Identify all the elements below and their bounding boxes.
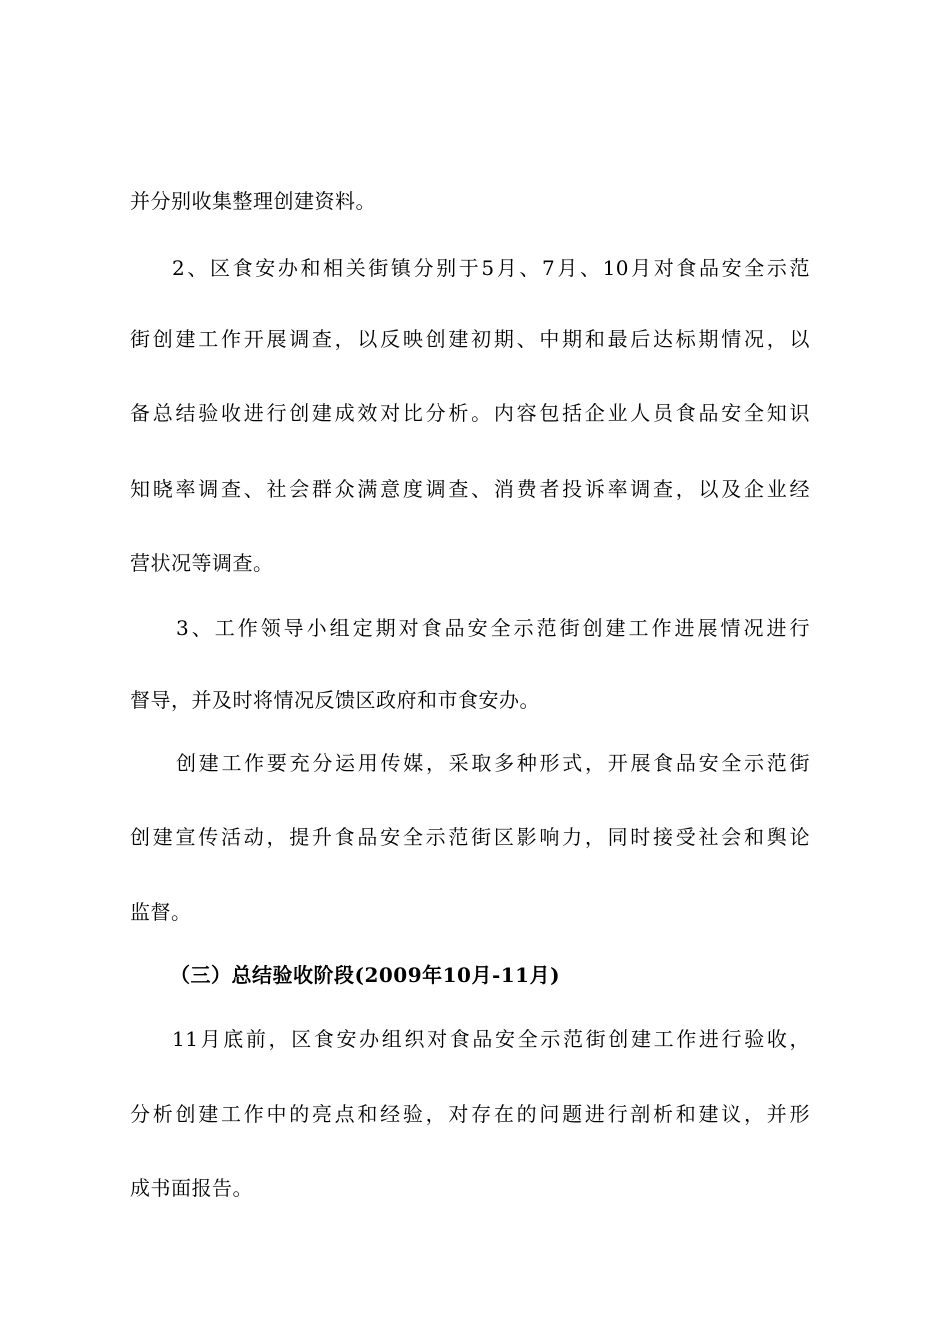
- paragraph-line: 3、工作领导小组定期对食品安全示范街创建工作进展情况进行: [176, 616, 810, 640]
- paragraph-line: 监督。: [130, 900, 192, 924]
- paragraph-line: 创建工作要充分运用传媒，采取多种形式，开展食品安全示范街: [176, 751, 810, 775]
- paragraph-line: 督导，并及时将情况反馈区政府和市食安办。: [130, 688, 540, 712]
- paragraph-line: 备总结验收进行创建成效对比分析。内容包括企业人员食品安全知识: [130, 401, 810, 425]
- paragraph-line: 街创建工作开展调查，以反映创建初期、中期和最后达标期情况，以: [130, 327, 810, 351]
- paragraph-line: 分析创建工作中的亮点和经验，对存在的问题进行剖析和建议，并形: [130, 1102, 810, 1126]
- paragraph-line: 2、区食安办和相关街镇分别于5月、7月、10月对食品安全示范: [172, 256, 810, 280]
- paragraph-line: 知晓率调查、社会群众满意度调查、消费者投诉率调查，以及企业经: [130, 477, 810, 501]
- section-heading: （三）总结验收阶段(2009年10月-11月): [170, 963, 561, 987]
- paragraph-line: 成书面报告。: [130, 1176, 253, 1200]
- paragraph-line: 营状况等调查。: [130, 551, 274, 575]
- paragraph-line: 创建宣传活动，提升食品安全示范街区影响力，同时接受社会和舆论: [130, 825, 810, 849]
- paragraph-line: 并分别收集整理创建资料。: [130, 189, 376, 213]
- paragraph-line: 11月底前，区食安办组织对食品安全示范街创建工作进行验收，: [172, 1027, 810, 1051]
